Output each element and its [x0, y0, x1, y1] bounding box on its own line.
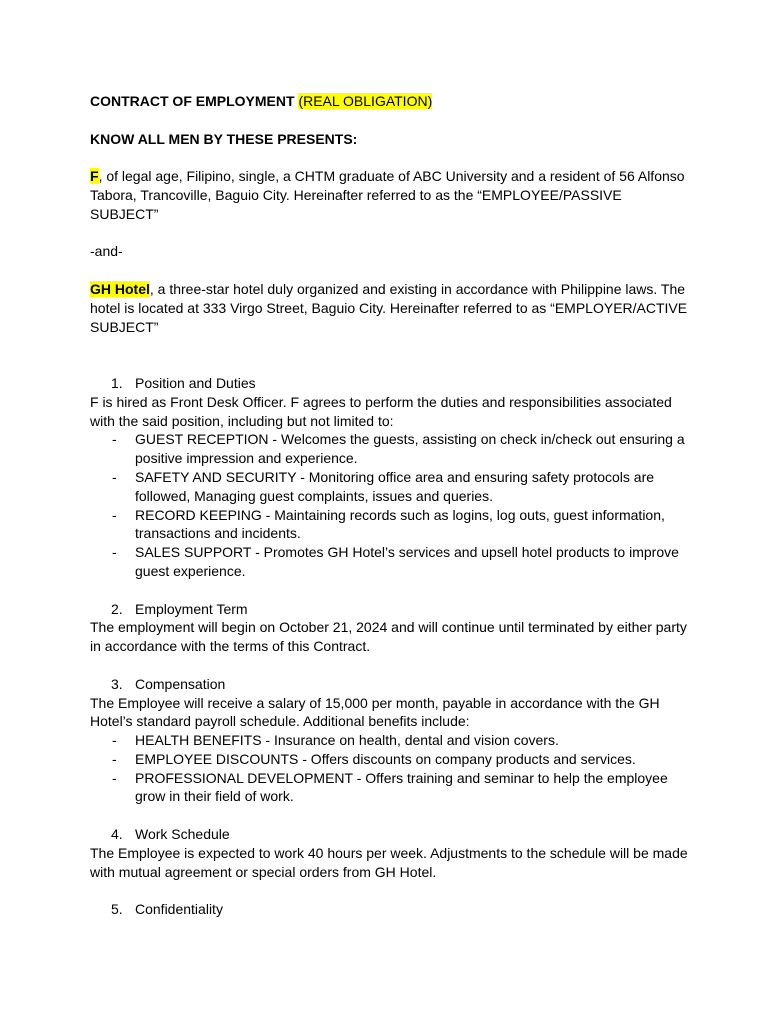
- list-item: [90, 506, 690, 544]
- section-heading-text: Position and Duties: [135, 374, 256, 391]
- employee-description: , of legal age, Filipino, single, a CHTM graduate of ABC University and a resident of 56 Alfonso Tabora, Trancoville, Baguio City. Hereinafter referred to as the “EMPLOYEE/PASSIVE SUBJECT”: [90, 168, 685, 222]
- document-title: [90, 92, 690, 111]
- list-item: [90, 430, 690, 468]
- list-item: [90, 731, 690, 750]
- title-text: CONTRACT OF EMPLOYMENT: [90, 93, 295, 109]
- section-position-heading: [90, 374, 690, 393]
- dash-bullet: -: [112, 431, 117, 448]
- section-term-heading: [90, 600, 690, 619]
- section-number: 4.: [111, 826, 123, 843]
- separator-and: -and-: [90, 243, 123, 260]
- list-item-text: EMPLOYEE DISCOUNTS - Offers discounts on company products and services.: [135, 750, 636, 767]
- benefits-list: [90, 731, 690, 806]
- list-item-text: GUEST RECEPTION - Welcomes the guests, assisting on check in/check out ensuring a positive impression and experience.: [135, 431, 685, 467]
- section-number: 2.: [111, 600, 123, 617]
- section-number: 3.: [111, 675, 123, 692]
- dash-bullet: -: [112, 544, 117, 561]
- section-confidentiality-heading: [90, 900, 690, 919]
- section-heading-text: Compensation: [135, 675, 226, 692]
- list-item: [90, 750, 690, 769]
- list-item-text: HEALTH BENEFITS - Insurance on health, dental and vision covers.: [135, 732, 559, 749]
- dash-bullet: -: [112, 750, 117, 767]
- list-item-text: SALES SUPPORT - Promotes GH Hotel’s services and upsell hotel products to improve guest experience.: [135, 544, 679, 579]
- list-item: [90, 769, 690, 807]
- employee-paragraph: [90, 167, 690, 223]
- employer-paragraph: [90, 280, 690, 336]
- list-item-text: RECORD KEEPING - Maintaining records such as logins, log outs, guest information, transactions and incidents.: [135, 506, 665, 542]
- duties-list: [90, 430, 690, 580]
- section-number: 5.: [111, 901, 123, 918]
- section-heading-text: Work Schedule: [135, 826, 230, 843]
- list-item: [90, 543, 690, 581]
- dash-bullet: -: [112, 732, 117, 749]
- list-item: [90, 468, 690, 506]
- title-highlight: (REAL OBLIGATION): [298, 93, 433, 109]
- dash-bullet: -: [112, 769, 117, 786]
- dash-bullet: -: [112, 468, 117, 485]
- salutation: KNOW ALL MEN BY THESE PRESENTS:: [90, 130, 358, 147]
- section-compensation-heading: [90, 675, 690, 694]
- section-term-body: The employment will begin on October 21, 2024 and will continue until terminated by either party in accordance with the terms of this Contract.: [90, 619, 687, 655]
- employer-name: GH Hotel: [90, 280, 150, 297]
- list-item-text: SAFETY AND SECURITY - Monitoring office area and ensuring safety protocols are followed, Managing guest complaints, issues and queries.: [135, 468, 655, 504]
- section-schedule-heading: [90, 825, 690, 844]
- dash-bullet: -: [112, 506, 117, 523]
- section-number: 1.: [111, 374, 123, 391]
- section-compensation-intro: The Employee will receive a salary of 15,000 per month, payable in accordance with the GH Hotel’s standard payroll schedule. Additional benefits include:: [90, 694, 660, 730]
- section-heading-text: Employment Term: [135, 600, 248, 617]
- employer-description: , a three-star hotel duly organized and existing in accordance with Philippine laws. The hotel is located at 333 Virgo Street, Baguio City. Hereinafter referred to as “EMPLOYER/ACTIVE SUBJECT”: [90, 280, 688, 335]
- employee-name: F: [90, 168, 99, 185]
- section-schedule-body: The Employee is expected to work 40 hours per week. Adjustments to the schedule will be made with mutual agreement or special orders from GH Hotel.: [90, 844, 688, 880]
- contract-document: [90, 92, 690, 919]
- section-position-intro: F is hired as Front Desk Officer. F agrees to perform the duties and responsibilities associated with the said position, including but not limited to:: [90, 393, 672, 429]
- section-heading-text: Confidentiality: [135, 901, 223, 918]
- list-item-text: PROFESSIONAL DEVELOPMENT - Offers training and seminar to help the employee grow in their field of work.: [135, 769, 668, 805]
